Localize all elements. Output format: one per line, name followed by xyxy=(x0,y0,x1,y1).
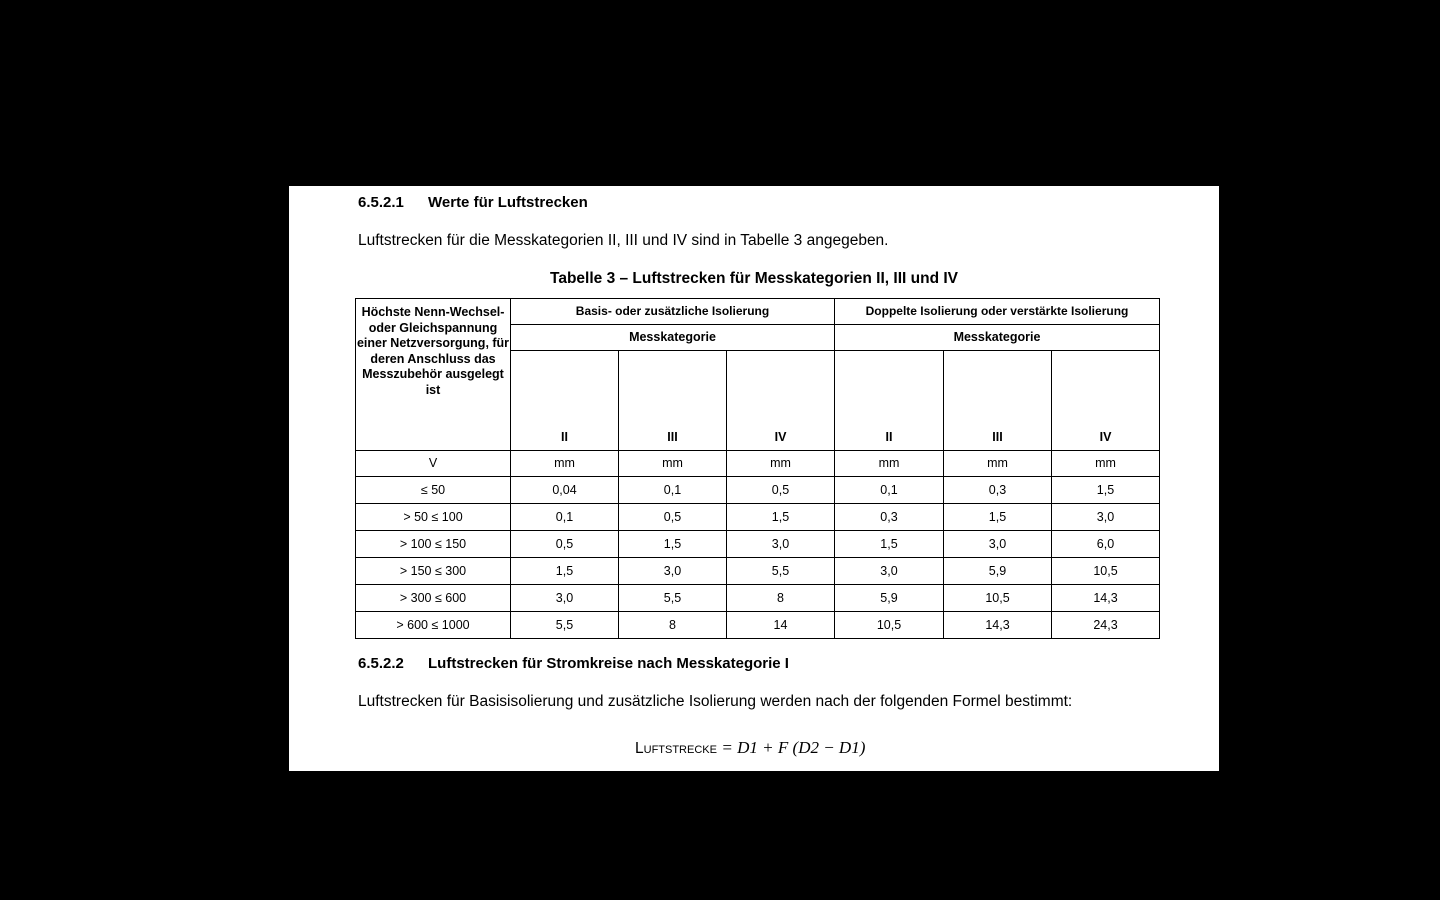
category-header: IV xyxy=(727,351,835,451)
category-header: II xyxy=(511,351,619,451)
value-cell: 10,5 xyxy=(835,612,944,639)
voltage-cell: > 300 ≤ 600 xyxy=(356,585,511,612)
voltage-cell: ≤ 50 xyxy=(356,477,511,504)
table-row xyxy=(356,585,1160,612)
unit-cell: mm xyxy=(727,451,835,477)
value-cell: 14,3 xyxy=(944,612,1052,639)
unit-cell: mm xyxy=(511,451,619,477)
value-cell: 0,1 xyxy=(619,477,727,504)
section-paragraph: Luftstrecken für die Messkategorien II, III und IV sind in Tabelle 3 angegeben. xyxy=(358,232,889,249)
subheader-measurement-category: Messkategorie xyxy=(835,325,1160,351)
value-cell: 1,5 xyxy=(1052,477,1160,504)
value-cell: 0,1 xyxy=(835,477,944,504)
category-header: IV xyxy=(1052,351,1160,451)
voltage-column-header: Höchste Nenn-Wechsel- oder Gleichspannung einer Netzversorgung, für deren Anschluss das Messzubehör ausgelegt ist xyxy=(356,299,511,451)
value-cell: 6,0 xyxy=(1052,531,1160,558)
value-cell: 10,5 xyxy=(944,585,1052,612)
value-cell: 5,5 xyxy=(511,612,619,639)
category-header: III xyxy=(944,351,1052,451)
value-cell: 3,0 xyxy=(1052,504,1160,531)
value-cell: 5,9 xyxy=(944,558,1052,585)
document-page xyxy=(289,186,1219,771)
unit-cell: V xyxy=(356,451,511,477)
value-cell: 3,0 xyxy=(619,558,727,585)
unit-cell: mm xyxy=(835,451,944,477)
value-cell: 1,5 xyxy=(944,504,1052,531)
section-number: 6.5.2.2 xyxy=(358,655,404,672)
unit-cell: mm xyxy=(619,451,727,477)
category-header: II xyxy=(835,351,944,451)
value-cell: 3,0 xyxy=(727,531,835,558)
value-cell: 0,1 xyxy=(511,504,619,531)
value-cell: 10,5 xyxy=(1052,558,1160,585)
formula-label: Luftstrecke xyxy=(635,740,717,757)
table-row xyxy=(356,558,1160,585)
group-header-basic: Basis- oder zusätzliche Isolierung xyxy=(511,299,835,325)
formula xyxy=(635,738,865,758)
value-cell: 1,5 xyxy=(619,531,727,558)
value-cell: 1,5 xyxy=(835,531,944,558)
group-header-double: Doppelte Isolierung oder verstärkte Isolierung xyxy=(835,299,1160,325)
section-number: 6.5.2.1 xyxy=(358,194,404,211)
voltage-cell: > 150 ≤ 300 xyxy=(356,558,511,585)
value-cell: 0,5 xyxy=(511,531,619,558)
formula-expression: = D1 + F (D2 − D1) xyxy=(721,738,866,757)
value-cell: 5,9 xyxy=(835,585,944,612)
section-title: Werte für Luftstrecken xyxy=(428,194,588,211)
table-row xyxy=(356,477,1160,504)
table-caption: Tabelle 3 – Luftstrecken für Messkategorien II, III und IV xyxy=(550,270,958,287)
value-cell: 5,5 xyxy=(727,558,835,585)
value-cell: 0,04 xyxy=(511,477,619,504)
voltage-cell: > 600 ≤ 1000 xyxy=(356,612,511,639)
value-cell: 14,3 xyxy=(1052,585,1160,612)
value-cell: 0,5 xyxy=(619,504,727,531)
value-cell: 24,3 xyxy=(1052,612,1160,639)
clearance-table xyxy=(355,298,1160,639)
table-row xyxy=(356,531,1160,558)
table-row xyxy=(356,504,1160,531)
value-cell: 3,0 xyxy=(835,558,944,585)
value-cell: 3,0 xyxy=(944,531,1052,558)
voltage-cell: > 50 ≤ 100 xyxy=(356,504,511,531)
table-row xyxy=(356,612,1160,639)
subheader-measurement-category: Messkategorie xyxy=(511,325,835,351)
section-title: Luftstrecken für Stromkreise nach Messkategorie I xyxy=(428,655,789,672)
value-cell: 8 xyxy=(619,612,727,639)
value-cell: 0,3 xyxy=(944,477,1052,504)
section-paragraph: Luftstrecken für Basisisolierung und zusätzliche Isolierung werden nach der folgenden Formel bestimmt: xyxy=(358,693,1073,710)
value-cell: 14 xyxy=(727,612,835,639)
value-cell: 3,0 xyxy=(511,585,619,612)
section-heading-6-5-2-1 xyxy=(358,194,588,211)
value-cell: 8 xyxy=(727,585,835,612)
value-cell: 5,5 xyxy=(619,585,727,612)
value-cell: 1,5 xyxy=(511,558,619,585)
section-heading-6-5-2-2 xyxy=(358,655,789,672)
unit-cell: mm xyxy=(1052,451,1160,477)
unit-cell: mm xyxy=(944,451,1052,477)
value-cell: 0,3 xyxy=(835,504,944,531)
category-header: III xyxy=(619,351,727,451)
voltage-cell: > 100 ≤ 150 xyxy=(356,531,511,558)
value-cell: 0,5 xyxy=(727,477,835,504)
value-cell: 1,5 xyxy=(727,504,835,531)
